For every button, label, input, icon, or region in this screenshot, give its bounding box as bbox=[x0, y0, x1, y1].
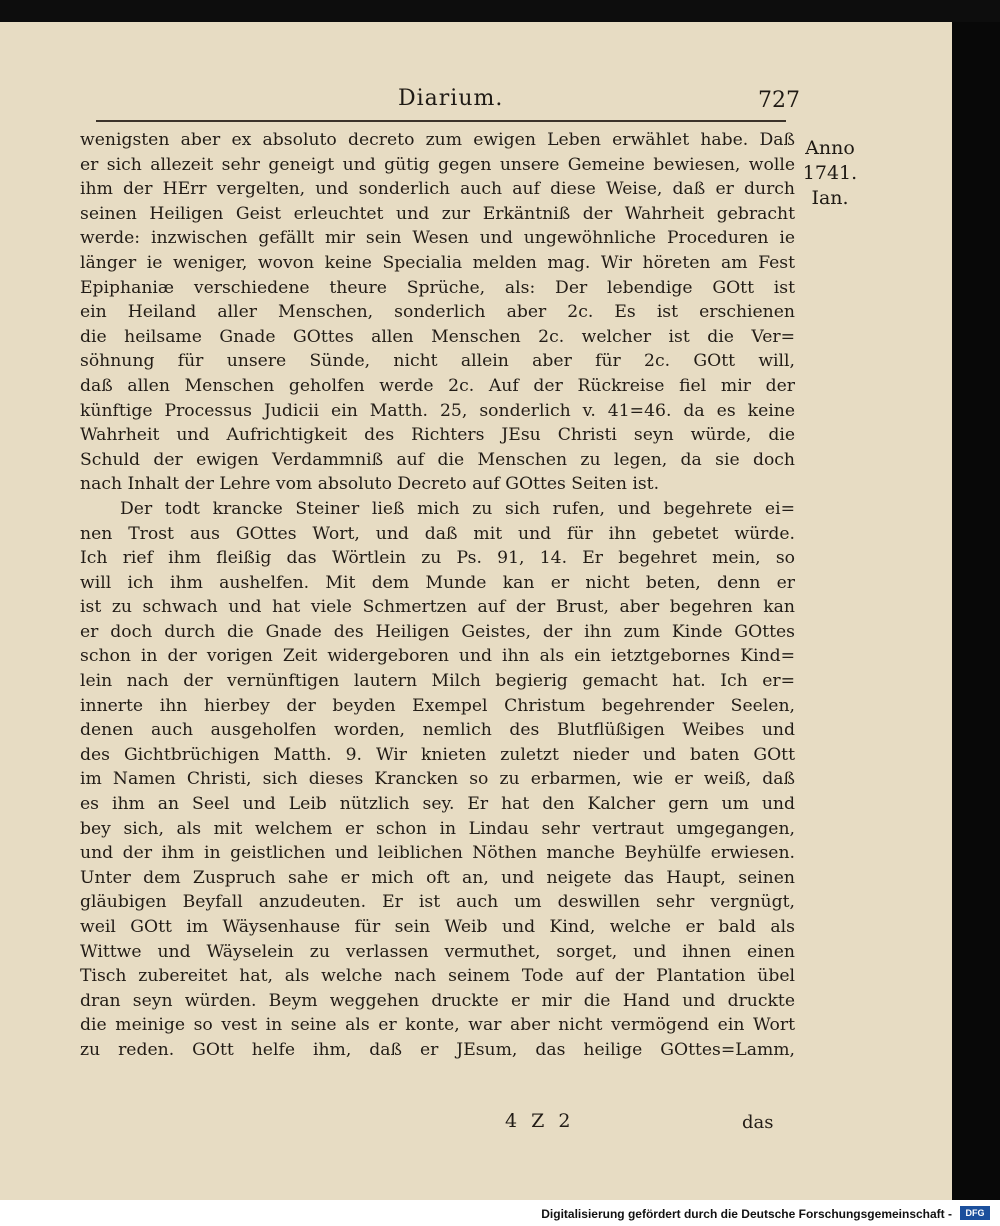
text-line: söhnung für unsere Sünde, nicht allein aber für 2c. GOtt will, bbox=[80, 351, 795, 372]
body-text bbox=[80, 128, 795, 1063]
text-line: ihm der HErr vergelten, und sonderlich auch auf diese Weise, daß er durch bbox=[80, 179, 795, 200]
text-line: Ich rief ihm fleißig das Wörtlein zu Ps. 91, 14. Er begehret mein, so bbox=[80, 548, 795, 569]
text-line: Unter dem Zuspruch sahe er mich oft an, und neigete das Haupt, seinen bbox=[80, 867, 795, 888]
text-line: nen Trost aus GOttes Wort, und daß mit und für ihn gebetet würde. bbox=[80, 523, 795, 544]
text-line: seinen Heiligen Geist erleuchtet und zur Erkäntniß der Wahrheit gebracht bbox=[80, 203, 795, 224]
text-line: innerte ihn hierbey der beyden Exempel Christum begehrender Seelen, bbox=[80, 695, 795, 716]
page-number: 727 bbox=[758, 88, 800, 113]
text-line: lein nach der vernünftigen lautern Milch begierig gemacht hat. Ich er= bbox=[80, 671, 795, 692]
text-line: will ich ihm aushelfen. Mit dem Munde kan er nicht beten, denn er bbox=[80, 572, 795, 593]
text-line: dran seyn würden. Beym weggehen druckte er mir die Hand und druckte bbox=[80, 990, 795, 1011]
scan-border bbox=[952, 22, 1000, 1200]
text-line: nach Inhalt der Lehre vom absoluto Decreto auf GOttes Seiten ist. bbox=[80, 474, 660, 495]
text-line: die meinige so vest in seine als er konte, war aber nicht vermögend ein Wort bbox=[80, 1015, 795, 1036]
text-line: Schuld der ewigen Verdammniß auf die Menschen zu legen, da sie doch bbox=[80, 449, 795, 470]
signature-mark: 4 Z 2 bbox=[505, 1110, 575, 1132]
text-line: daß allen Menschen geholfen werde 2c. Auf der Rückreise fiel mir der bbox=[80, 375, 795, 396]
text-line: gläubigen Beyfall anzudeuten. Er ist auch um deswillen sehr vergnügt, bbox=[80, 892, 795, 913]
running-head: Diarium. bbox=[398, 86, 504, 111]
text-line: Wahrheit und Aufrichtigkeit des Richters JEsu Christi seyn würde, die bbox=[80, 425, 795, 446]
text-line: die heilsame Gnade GOttes allen Menschen 2c. welcher ist die Ver= bbox=[80, 326, 795, 347]
text-line: ist zu schwach und hat viele Schmertzen auf der Brust, aber begehren kan bbox=[80, 597, 795, 618]
text-line: Tisch zubereitet hat, als welche nach seinem Tode auf der Plantation übel bbox=[80, 966, 795, 987]
margin-note-line: Ian. bbox=[811, 187, 849, 209]
text-line: wenigsten aber ex absoluto decreto zum ewigen Leben erwählet habe. Daß bbox=[80, 130, 795, 150]
margin-note-line: Anno bbox=[805, 137, 855, 159]
margin-note-line: 1741. bbox=[802, 162, 858, 184]
text-line: und der ihm in geistlichen und leiblichen Nöthen manche Beyhülfe erwiesen. bbox=[80, 843, 795, 864]
text-line: schon in der vorigen Zeit widergeboren und ihn als ein ietztgebornes Kind= bbox=[80, 646, 795, 667]
text-line: es ihm an Seel und Leib nützlich sey. Er hat den Kalcher gern um und bbox=[80, 794, 795, 815]
text-line: denen auch ausgeholfen worden, nemlich des Blutflüßigen Weibes und bbox=[80, 720, 795, 741]
text-line: des Gichtbrüchigen Matth. 9. Wir knieten zuletzt nieder und baten GOtt bbox=[80, 744, 795, 765]
text-line: länger ie weniger, wovon keine Specialia melden mag. Wir höreten am Fest bbox=[80, 252, 795, 273]
text-line: er sich allezeit sehr geneigt und gütig gegen unsere Gemeine bewiesen, wolle bbox=[80, 154, 795, 175]
header-rule bbox=[96, 120, 786, 122]
text-line: im Namen Christi, sich dieses Krancken so zu erbarmen, wie er weiß, daß bbox=[80, 769, 795, 790]
text-line: zu reden. GOtt helfe ihm, daß er JEsum, das heilige GOttes=Lamm, bbox=[80, 1039, 795, 1060]
dfg-logo: DFG bbox=[960, 1206, 990, 1220]
text-line: weil GOtt im Wäysenhause für sein Weib und Kind, welche er bald als bbox=[80, 917, 795, 937]
text-line: Wittwe und Wäyselein zu verlassen vermuthet, sorget, und ihnen einen bbox=[80, 941, 795, 962]
text-line: künftige Processus Judicii ein Matth. 25, sonderlich v. 41=46. da es keine bbox=[80, 400, 795, 421]
text-line: er doch durch die Gnade des Heiligen Geistes, der ihn zum Kinde GOttes bbox=[80, 621, 795, 642]
text-line: bey sich, als mit welchem er schon in Lindau sehr vertraut umgegangen, bbox=[80, 818, 795, 839]
text-line: werde: inzwischen gefällt mir sein Wesen und ungewöhnliche Proceduren ie bbox=[80, 228, 795, 249]
margin-note bbox=[800, 136, 860, 211]
text-line: ein Heiland aller Menschen, sonderlich aber 2c. Es ist erschienen bbox=[80, 302, 795, 323]
funding-notice: Digitalisierung gefördert durch die Deutsche Forschungsgemeinschaft - bbox=[541, 1207, 952, 1221]
text-line: Der todt krancke Steiner ließ mich zu sich rufen, und begehrete ei= bbox=[120, 498, 795, 519]
catchword: das bbox=[742, 1112, 774, 1133]
text-line: Epiphaniæ verschiedene theure Sprüche, als: Der lebendige GOtt ist bbox=[80, 277, 795, 298]
